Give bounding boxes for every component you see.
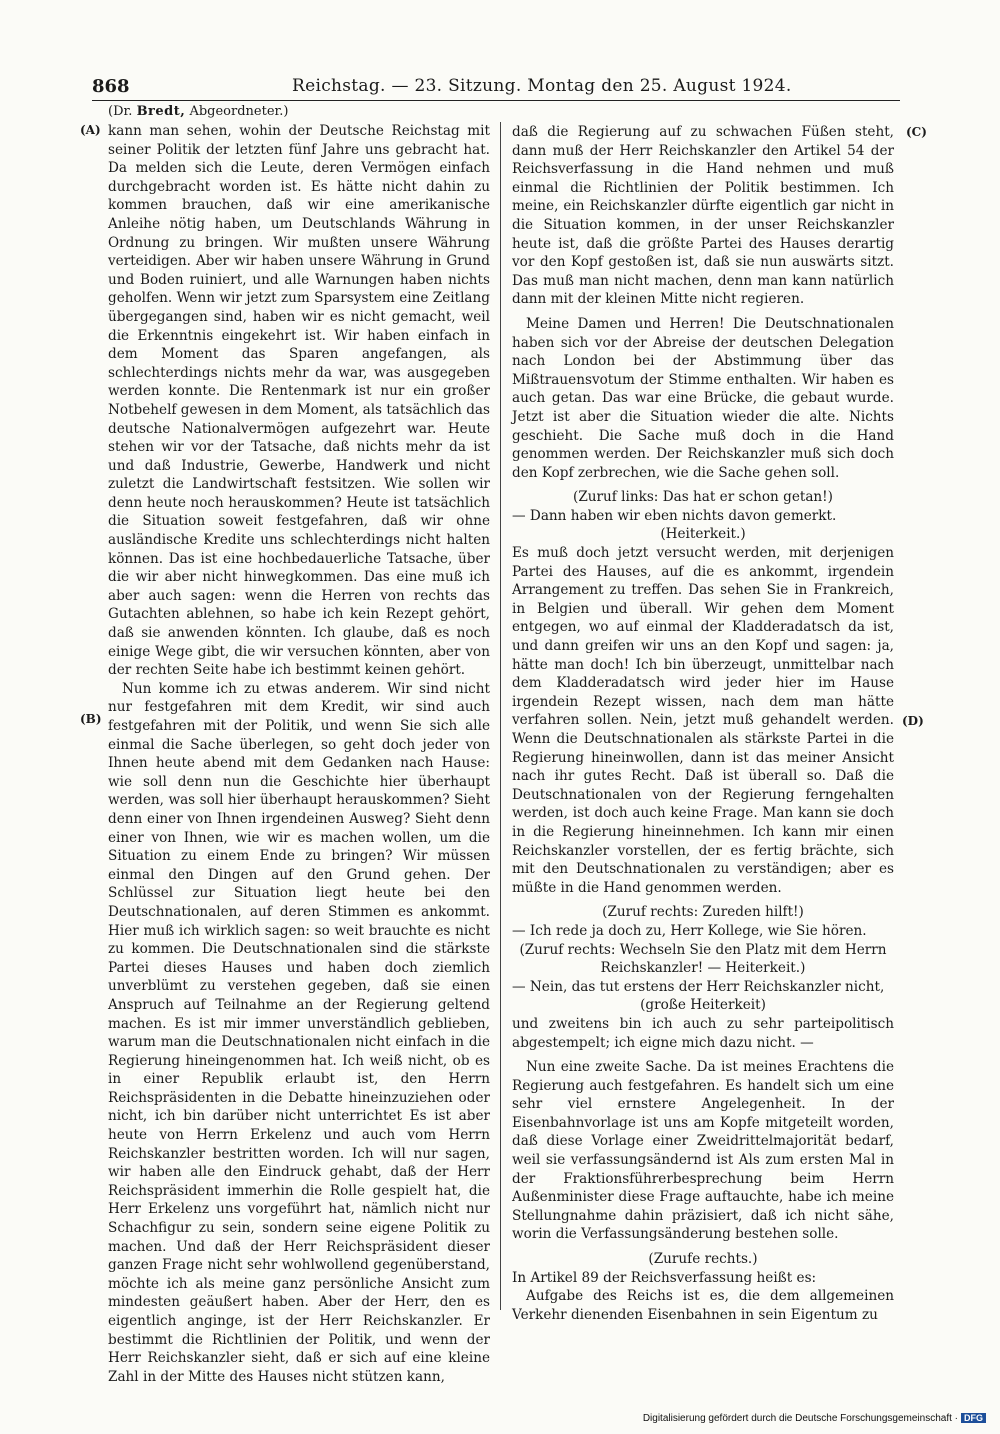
paragraph: Es muß doch jetzt versucht werden, mit derjenigen Partei des Hauses, auf die es ankommt, irgendein Arrangement zu treffen. Das sehen Sie in Frankreich, in Belgien und überall. Wir gehen dem Moment entgegen, wo auf einmal der Kladderadatsch da ist, und dann greifen wir uns an den Kopf und sagen: ja, hätte man doch! Ich bin überzeugt, unmittelbar nach dem Kladderadatsch wird jeder hier im Hause irgendein Rezept wissen, nach dem man hätte verfahren sollen. Nein, jetzt muß gehandelt werden. Wenn die Deutschnationalen als stärkste Partei in die Regierung hineinwollen, dann ist das meiner Ansicht nach ihr gutes Recht. Daß ist überall so. Daß die Deutschnationalen von der Regierung ferngehalten werden, ist doch auch keine Frage. Man kann sie doch in die Regierung hineinnehmen. Ich kann mir einen Reichskanzler vorstellen, der es fertig brächte, sich mit den Deutschnationalen zu verständigen; aber es müßte in die Hand genommen werden. <box>512 545 894 896</box>
column-divider <box>500 122 501 1310</box>
margin-mark-d: (D) <box>902 714 924 728</box>
paragraph: Meine Damen und Herren! Die Deutschnationalen haben sich vor der Abreise der deutschen Delegation nach London bei der Abstimmung über das Mißtrauensvotum der Stimme enthalten. Wir haben es auch getan. Das war eine Brücke, die gebaut wurde. Jetzt ist aber die Situation wieder die alte. Nichts geschieht. Die Sache muß doch in die Hand genommen werden. Der Reichskanzler muß sich doch den Kopf zerbrechen, wie die Sache gehen soll. <box>512 315 894 481</box>
margin-mark-c: (C) <box>906 125 927 139</box>
speaker-role: Abgeordneter.) <box>189 104 289 119</box>
interjection: (Zuruf rechts: Zureden hilft!) <box>602 904 804 921</box>
running-header <box>92 70 900 101</box>
page-number: 868 <box>92 76 130 97</box>
speaker-name: Bredt, <box>136 104 186 119</box>
paragraph: Nun komme ich zu etwas anderem. Wir sind nicht nur festgefahren mit dem Kredit, wir sind auch festgefahren mit der Politik, und wenn Sie sich alle einmal die Sache überlegen, so geht doch jeder von Ihnen heute abend mit dem Gedanken nach Hause: wie soll denn nun die Geschichte hier überhaupt werden, was soll hier überhaupt herauskommen? Sieht denn einer von Ihnen irgendeinen Ausweg? Sieht denn einer von Ihnen, wie wir es machen wollen, um die Situation zu einem Ende zu bringen? Wir müssen einmal den Dingen auf den Grund gehen. Der Schlüssel zur Situation liegt heute bei den Deutschnationalen, auf deren Stimmen es ankommt. Hier muß ich wirklich sagen: so weit brauchte es nicht zu kommen. Die Deutschnationalen sind die stärkste Partei dieses Hauses und haben doch ziemlich unverblümt zu verstehen gegeben, daß sie einen Anspruch auf Teilnahme an der Regierung geltend machen. Es ist mir immer unverständlich geblieben, warum man die Deutschnationalen nicht einfach in die Regierung hineingenommen hat. Ich weiß nicht, ob es in einer Republik erlaubt ist, den Herrn Reichspräsidenten in die Debatte hineinzuziehen oder nicht, ich bin darüber nicht unterrichtet Es ist aber heute von Herrn Erkelenz und auch vom Herrn Reichskanzler bestritten worden. Ich will nur sagen, wir haben alle den Eindruck gehabt, daß der Herr Reichspräsident immerhin die Rolle gespielt hat, die Herr Erkelenz uns vorgeführt hat, nämlich nicht nur Schachfigur zu sein, sondern seine eigene Politik zu machen. Und daß der Herr Reichspräsident dieser ganzen Frage nicht sehr wohlwollend gegenüberstand, möchte ich als meine ganz persönliche Ansicht zum mindesten geäußert haben. Aber der Herr, den es eigentlich anginge, ist der Herr Reichskanzler. Er bestimmt die Richtlinien der Politik, und wenn der Herr Reichskanzler sieht, daß er sich auf eine kleine Zahl in der Mitte des Hauses nicht stützen kann, <box>108 680 490 1385</box>
paragraph: — Dann haben wir eben nichts davon gemerkt. <box>512 507 837 524</box>
footer-credit <box>643 1413 986 1424</box>
left-column <box>108 122 490 1386</box>
dfg-logo: DFG <box>961 1413 986 1423</box>
margin-mark-b: (B) <box>80 712 102 726</box>
interjection: (Heiterkeit.) <box>660 526 746 543</box>
paragraph: und zweitens bin ich auch zu sehr parteipolitisch abgestempelt; ich eigne mich dazu nicht. — <box>512 1015 894 1051</box>
paragraph: kann man sehen, wohin der Deutsche Reichstag mit seiner Politik der letzten fünf Jahre uns gebracht hat. Da melden sich die Leute, deren Vermögen einfach durchgebracht worden ist. Es hätte nicht dahin zu kommen brauchen, daß wir eine amerikanische Anleihe nötig haben, um Deutschlands Währung in Ordnung zu bringen. Wir mußten unsere Währung verteidigen. Aber wir haben unsere Währung in Grund und Boden ruiniert, und alle Warnungen haben nichts geholfen. Wenn wir jetzt zum Sparsystem eine Zeitlang übergegangen sind, haben wir es nicht gemacht, weil die Erkenntnis eingekehrt ist. Wir haben einfach in dem Moment das Sparen angefangen, als schlechterdings nichts mehr da war, was ausgegeben werden konnte. Die Rentenmark ist nur ein großer Notbehelf gewesen in dem Moment, als tatsächlich das deutsche Nationalvermögen aufgezehrt war. Heute stehen wir vor der Tatsache, daß nichts mehr da ist und daß Industrie, Gewerbe, Handwerk und nicht zuletzt die Landwirtschaft festsitzen. Wie sollen wir denn heute noch herauskommen? Heute ist tatsächlich die Situation soweit festgefahren, daß wir ohne ausländische Kredite uns schlechterdings nicht halten können. Das ist eine hochbedauerliche Tatsache, über die wir aber nicht hinwegkommen. Das eine muß ich aber auch sagen: wenn die Herren von rechts das Gutachten ablehnen, so habe ich kein Rezept gehört, daß sie anwenden könnten. Ich glaube, daß es noch einige Wege gibt, die wir versuchen könnten, aber von der rechten Seite habe ich bestimmt keinen gehört. <box>108 123 490 679</box>
speaker-line: (Dr. Bredt, Abgeordneter.) <box>108 104 289 119</box>
paragraph: Nun eine zweite Sache. Da ist meines Erachtens die Regierung auch festgefahren. Es handelt sich um eine sehr viel ernstere Angelegenheit. In der Eisenbahnvorlage ist uns am Kopfe mitgeteilt worden, daß diese Vorlage einer Zweidrittelmajorität bedarf, weil sie verfassungsändernd ist Als zum ersten Mal in der Fraktionsführerbesprechung beim Herrn Außenminister diese Frage auftauchte, habe ich meine Stellungnahme dahin präzisiert, daß ich nicht sähe, worin die Verfassungsänderung bestehen solle. <box>512 1059 894 1243</box>
footer-text: Digitalisierung gefördert durch die Deutsche Forschungsgemeinschaft · <box>642 1413 958 1424</box>
paragraph: — Nein, das tut erstens der Herr Reichskanzler nicht, <box>512 978 885 995</box>
speaker-prefix: Dr. <box>113 104 133 119</box>
margin-mark-a: (A) <box>80 123 101 137</box>
paragraph: — Ich rede ja doch zu, Herr Kollege, wie Sie hören. <box>512 922 867 939</box>
paragraph: daß die Regierung auf zu schwachen Füßen steht, dann muß der Herr Reichskanzler den Artikel 54 der Reichsverfassung in die Hand nehmen und muß einmal die Richtlinien der Politik bestimmen. Ich meine, ein Reichskanzler dürfte eigentlich gar nicht in die Situation kommen, in der unser Reichskanzler heute ist, daß die größte Partei des Hauses derartig vor den Kopf gestoßen ist, daß sie nun auswärts sitzt. Das muß man nicht machen, denn man kann natürlich dann mit der kleinen Mitte nicht regieren. <box>512 124 894 308</box>
interjection: (große Heiterkeit) <box>640 997 766 1014</box>
paragraph: Aufgabe des Reichs ist es, die dem allgemeinen Verkehr dienenden Eisenbahnen in sein Eigentum zu <box>512 1288 894 1323</box>
right-column <box>512 123 894 1324</box>
paragraph: In Artikel 89 der Reichsverfassung heißt es: <box>512 1269 817 1286</box>
running-title: Reichstag. — 23. Sitzung. Montag den 25. August 1924. <box>292 76 792 96</box>
interjection: (Zurufe rechts.) <box>648 1251 758 1268</box>
interjection: (Zuruf links: Das hat er schon getan!) <box>573 489 833 506</box>
interjection: (Zuruf rechts: Wechseln Sie den Platz mit dem Herrn Reichskanzler! — Heiterkeit.) <box>519 941 887 977</box>
